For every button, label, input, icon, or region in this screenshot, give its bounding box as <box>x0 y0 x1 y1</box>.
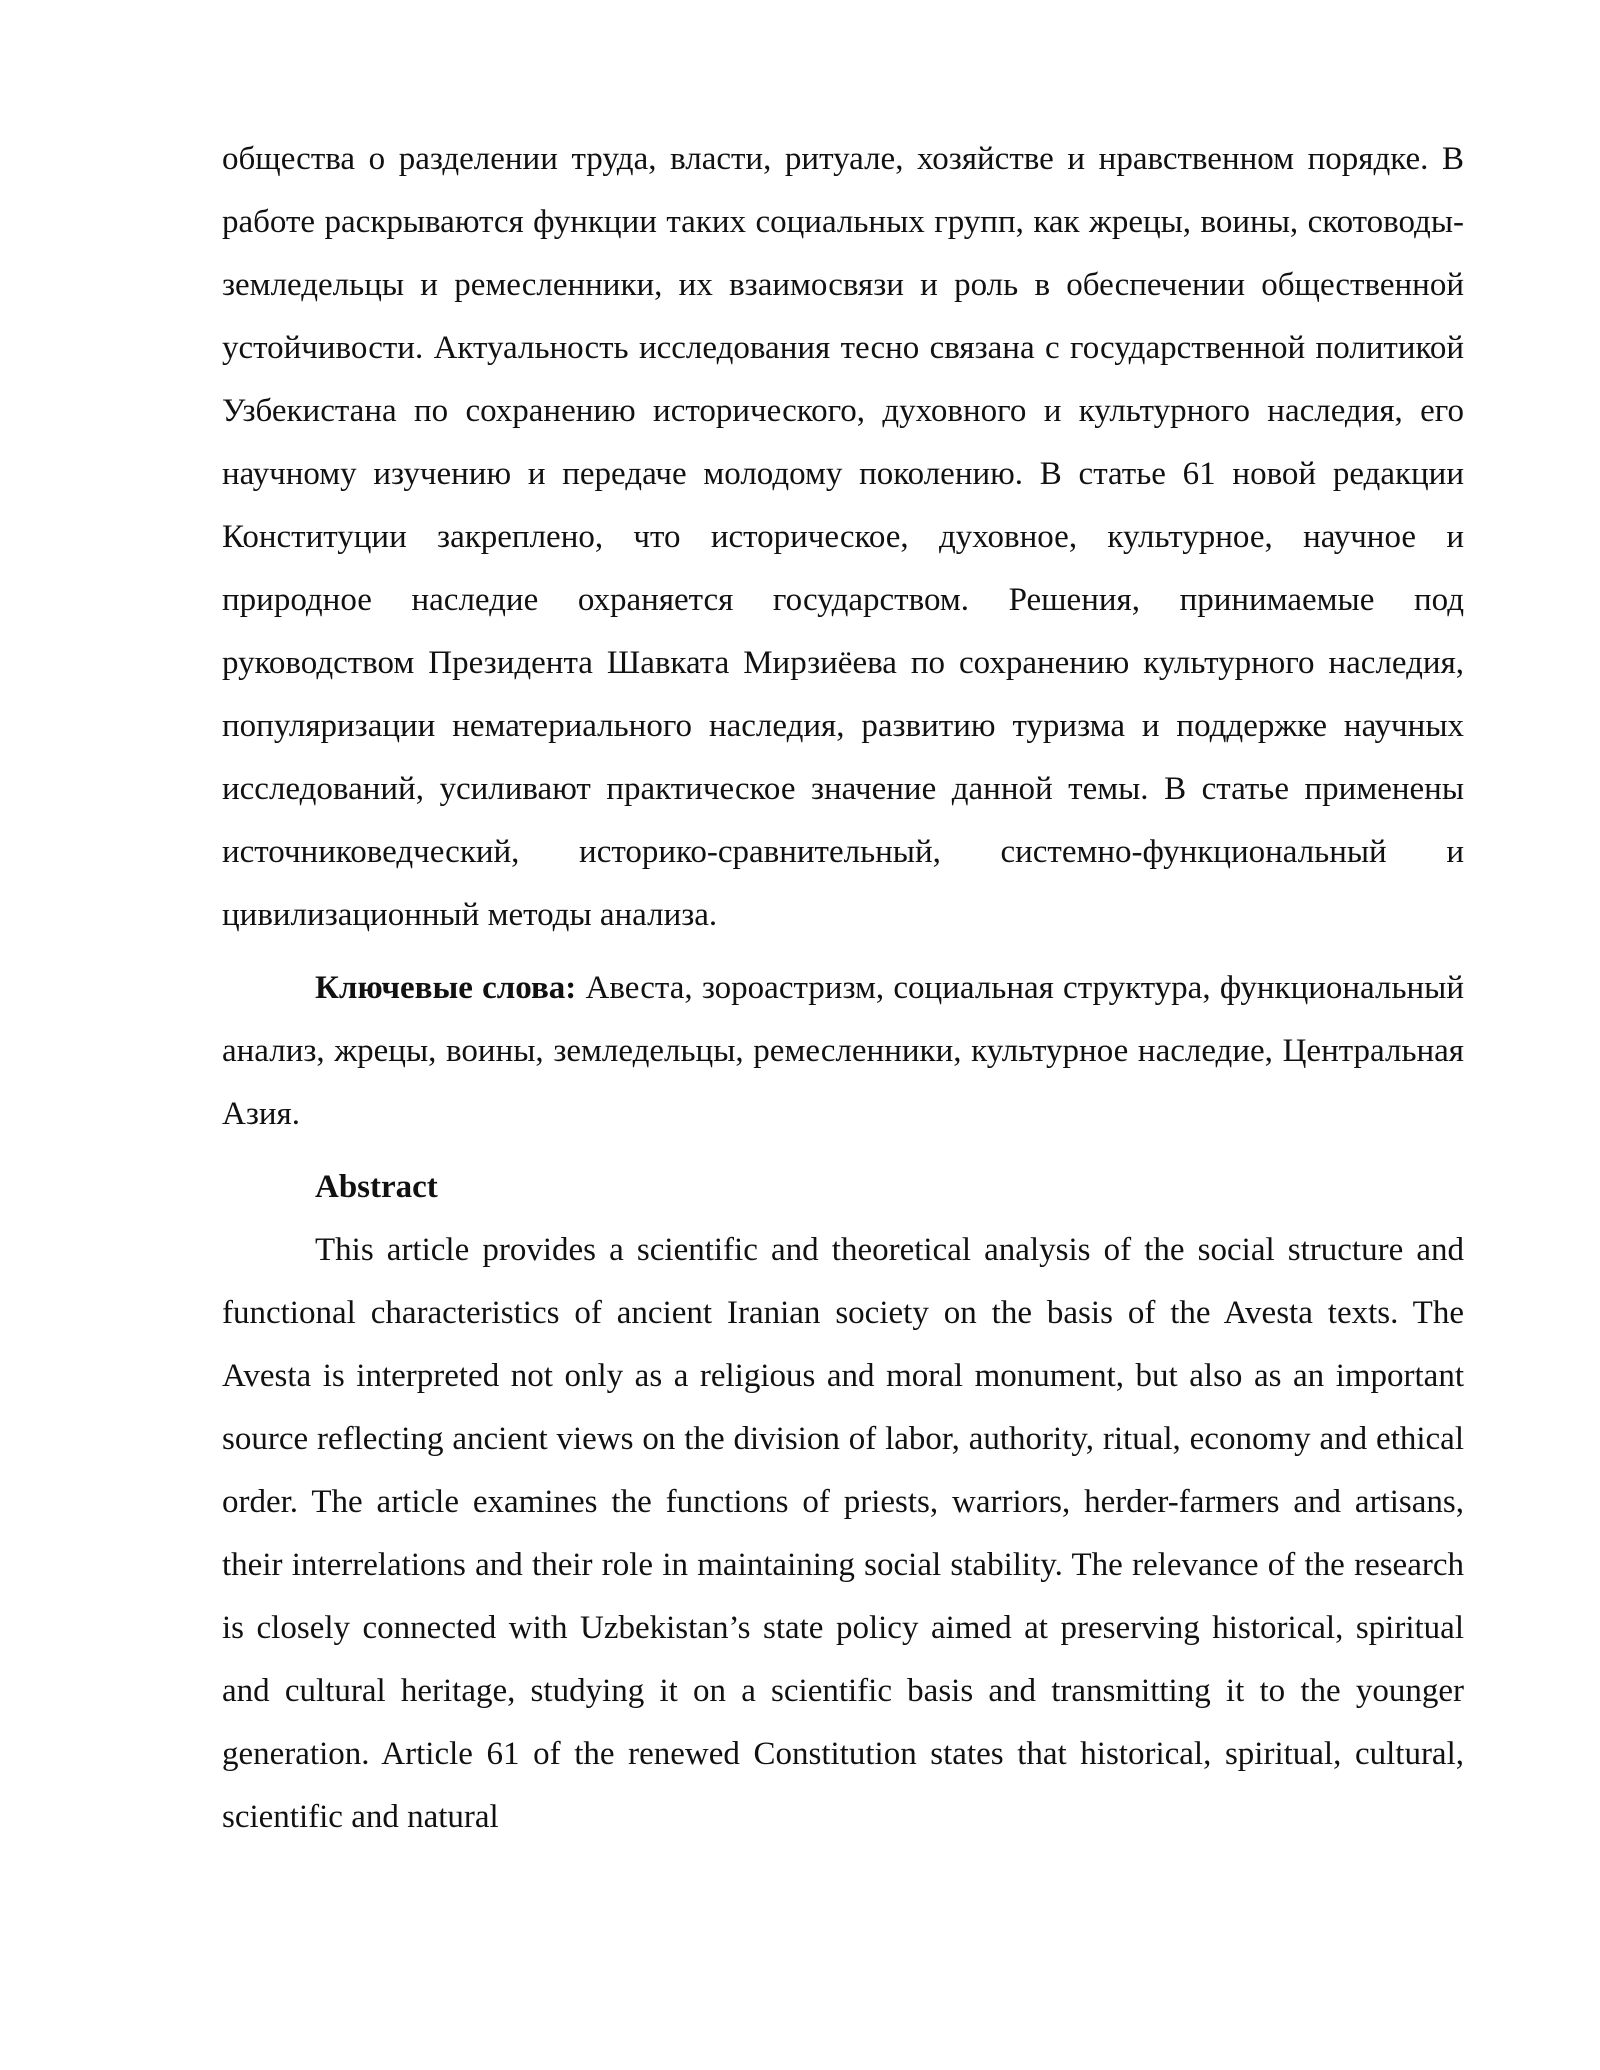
keywords-label: Ключевые слова: <box>315 970 577 1006</box>
keywords-paragraph <box>222 957 1464 1146</box>
abstract-heading: Abstract <box>315 1169 438 1205</box>
page-content <box>222 128 1464 1849</box>
russian-abstract-paragraph: общества о разделении труда, власти, ритуале, хозяйстве и нравственном порядке. В работе раскрываются функции таких социальных групп, как жрецы, воины, скотоводы-земледельцы и ремесленники, их взаимосвязи и роль в обеспечении общественной устойчивости. Актуальность исследования тесно связана с государственной политикой Узбекистана по сохранению исторического, духовного и культурного наследия, его научному изучению и передаче молодому поколению. В статье 61 новой редакции Конституции закреплено, что историческое, духовное, культурное, научное и природное наследие охраняется государством. Решения, принимаемые под руководством Президента Шавката Мирзиёева по сохранению культурного наследия, популяризации нематериального наследия, развитию туризма и поддержке научных исследований, усиливают практическое значение данной темы. В статье применены источниковедческий, историко-сравнительный, системно-функциональный и цивилизационный методы анализа. <box>222 141 1464 933</box>
keywords-text: Авеста, зороастризм, социальная структура, функциональный анализ, жрецы, воины, земледельцы, ремесленники, культурное наследие, Центральная Азия. <box>222 970 1465 1132</box>
english-abstract-paragraph: This article provides a scientific and theoretical analysis of the social structure and functional characteristics of ancient Iranian society on the basis of the Avesta texts. The Avesta is interpreted not only as a religious and moral monument, but also as an important source reflecting ancient views on the division of labor, authority, ritual, economy and ethical order. The article examines the functions of priests, warriors, herder-farmers and artisans, their interrelations and their role in maintaining social stability. The relevance of the research is closely connected with Uzbekistan’s state policy aimed at preserving historical, spiritual and cultural heritage, studying it on a scientific basis and transmitting it to the younger generation. Article 61 of the renewed Constitution states that historical, spiritual, cultural, scientific and natural <box>222 1232 1464 1835</box>
